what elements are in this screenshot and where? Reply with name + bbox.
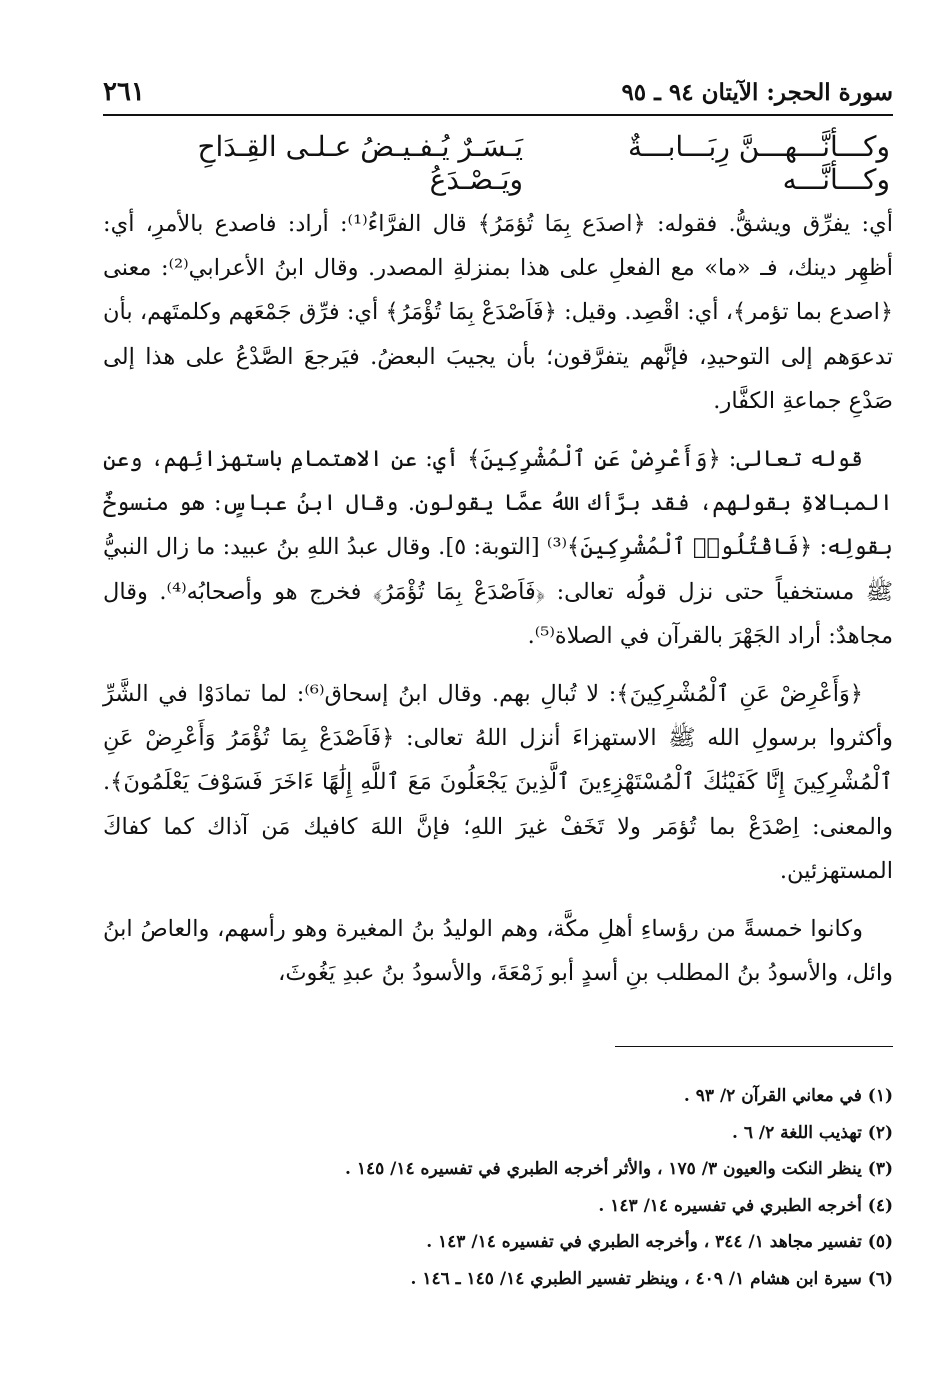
footnotes	[103, 1078, 893, 1297]
paragraph-4: وكانوا خمسةً من رؤساءِ أهلِ مكَّة، وهم الوليدُ بنُ المغيرة وهو رأسهم، والعاصُ ابنُ وائل، والأسودُ بنُ المطلب بنِ أسدٍ أبو زَمْعَةَ، والأسودُ بنُ عبدِ يَغُوثَ،	[103, 916, 893, 987]
footnote-6: (٦) سيرة ابن هشام ١/ ٤٠٩ ، وينظر تفسير الطبري ١٤/ ١٤٥ ـ ١٤٦ .	[410, 1268, 893, 1289]
footnote-divider	[615, 1046, 893, 1047]
paragraph-1: أي: يفرِّق ويشقُّ. فقوله: ﴿اصدَع بِمَا تُؤمَرُ﴾ قال الفرَّاءُ⁽¹⁾: أراد: فاصدع بالأمرِ، أي: أظهِر دينك، فـ «ما» مع الفعلِ على هذا بمنزلةِ المصدر. وقال ابنُ الأعرابي⁽²⁾: معنى ﴿اصدع بما تؤمر﴾، أي: اقْصِد. وقيل: ﴿فَاَصْدَعْ بِمَا تُؤْمَرُ﴾ أي: فرِّق جَمْعَهم وكلمتَهم، بأن تدعوَهم إلى التوحيدِ، فإنَّهم يتفرَّقون؛ بأن يجيبَ البعضُ. فيَرجعَ الصَّدْعُ على هذا إلى صَدْعِ جماعةِ الكفَّار.	[103, 211, 893, 414]
paragraph-2: قوله تعالى: ﴿وَأَعْرِضْ عَنِ ٱلْمُشْرِكِينَ﴾ أي: عن الاهتمامِ باستهزائِهم، وعن المبالاةِ بقولهم، فقد برَّأك اللهُ عمَّا يقولون. وقال ابنُ عباسٍ: هو منسوخٌ بقولِه: ﴿فَاقْتُلُوا۟ ٱلْمُشْرِكِينَ﴾⁽³⁾ [التوبة: ٥]. وقال عبدُ اللهِ بنُ عبيد: ما زال النبيُّ ﷺ مستخفياً حتى نزل قولُه تعالى: ﴿فَاَصْدَعْ بِمَا تُؤْمَرُ﴾ فخرج هو وأصحابُه⁽⁴⁾. وقال مجاهدٌ: أراد الجَهْرَ بالقرآن في الصلاة⁽⁵⁾.	[103, 446, 894, 649]
footnote-2: (٢) تهذيب اللغة ٢/ ٦ .	[731, 1122, 893, 1143]
page-header	[103, 74, 893, 110]
verse-first-hemistich: يَـسَـرٌ يُـفـيـضُ عـلـى القِـدَاحِ ويَـصْـدَعُ	[197, 130, 524, 196]
sura-title: سورة الحجر: الآيتان ٩٤ ـ ٩٥	[621, 78, 893, 106]
footnote-5: (٥) تفسير مجاهد ١/ ٣٤٤ ، وأخرجه الطبري في تفسيره ١٤/ ١٤٣ .	[426, 1232, 893, 1252]
paragraph-3: ﴿وَأَعْرِضْ عَنِ ٱلْمُشْرِكِينَ﴾: لا تُبالِ بهم. وقال ابنُ إسحاق⁽⁶⁾: لما تمادَوْا في الشَّرِّ وأكثروا برسولِ الله ﷺ الاستهزاءَ أنزل اللهُ تعالى: ﴿فَاَصْدَعْ بِمَا تُؤْمَرُ وَأَعْرِضْ عَنِ ٱلْمُشْرِكِينَ إِنَّا كَفَيْنَٰكَ ٱلْمُسْتَهْزِءِينَ ٱلَّذِينَ يَجْعَلُونَ مَعَ ٱللَّهِ إِلَٰهًا ءَاخَرَ فَسَوْفَ يَعْلَمُونَ﴾. والمعنى: اِصْدَعْ بما تُؤمَر ولا تَخَفْ غيرَ اللهِ؛ فإنَّ اللهَ كافيك مَن آذاك كما كفاكَ المستهزئين.	[103, 681, 893, 884]
footnote-4: (٤) أخرجه الطبري في تفسيره ١٤/ ١٤٣ .	[598, 1195, 893, 1216]
footnote-3: (٣) ينظر النكت والعيون ٣/ ١٧٥ ، والأثر أخرجه الطبري في تفسيره ١٤/ ١٤٥ .	[344, 1159, 893, 1179]
poetry-verse	[108, 130, 890, 196]
footnote-1: (١) في معاني القرآن ٢/ ٩٣ .	[683, 1086, 893, 1106]
page-number: ٢٦١	[103, 77, 145, 107]
main-text	[103, 202, 893, 1001]
verse-second-hemistich: وكـــأنَّـــهـــنَّ رِبَـــابـــةٌ وكـــأنَّـــه	[628, 130, 890, 196]
header-divider	[103, 114, 893, 116]
